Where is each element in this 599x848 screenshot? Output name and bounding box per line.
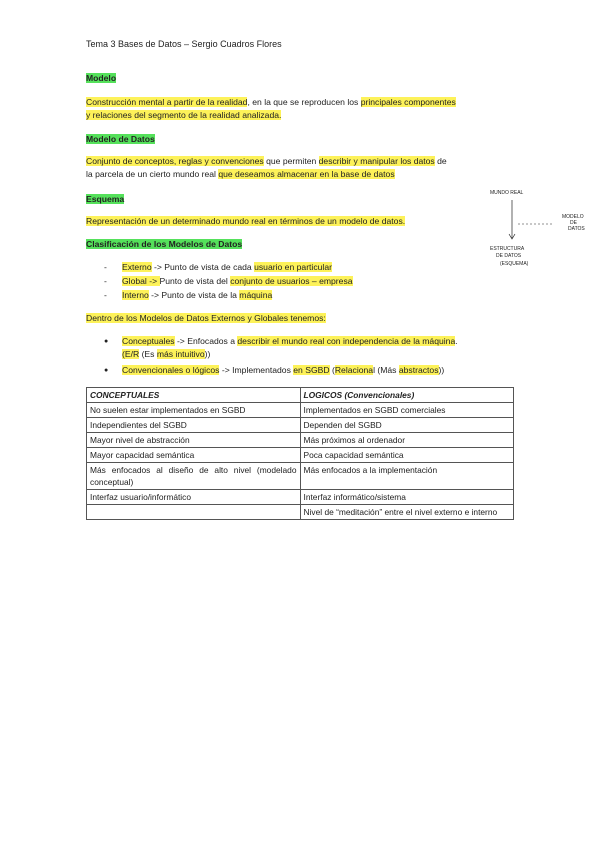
text-span: (Es xyxy=(139,349,157,359)
paragraph-dentro xyxy=(86,312,515,325)
sketch-label-bottom: ESTRUCTURA xyxy=(490,246,525,252)
table-cell: Más enfocados al diseño de alto nivel (modelado conceptual) xyxy=(87,463,301,490)
text-span: -> Enfocados a xyxy=(174,336,238,346)
text-span: . xyxy=(455,336,458,346)
text-span: de xyxy=(434,156,447,166)
text-span: máquina xyxy=(239,290,273,300)
table-cell: Mayor nivel de abstracción xyxy=(87,433,301,448)
table-cell: Implementados en SGBD comerciales xyxy=(300,403,514,418)
text-span: Punto de vista del xyxy=(159,276,231,286)
text-span: que deseamos almacenar en la base de datos xyxy=(218,169,395,179)
paragraph-modelo xyxy=(86,96,515,122)
tipos-list xyxy=(104,335,516,377)
section-clasificacion-title xyxy=(86,238,515,251)
text-span: en SGBD xyxy=(293,365,330,375)
heading-modelo-datos: Modelo de Datos xyxy=(86,134,155,144)
text-span: , en la que se reproducen los xyxy=(247,97,361,107)
page-header: Tema 3 Bases de Datos – Sergio Cuadros Flores xyxy=(86,39,282,49)
heading-clasificacion: Clasificación de los Modelos de Datos xyxy=(86,239,243,249)
text-span: Dentro de los Modelos de Datos Externos y Globales tenemos: xyxy=(86,313,326,323)
table-cell: Nivel de “meditación” entre el nivel externo e interno xyxy=(300,505,514,520)
list-item xyxy=(104,275,353,289)
text-span: Punto de vista de cada xyxy=(164,262,255,272)
section-esquema-title xyxy=(86,193,515,206)
text-span: Global xyxy=(122,276,147,286)
table-cell: Más próximos al ordenador xyxy=(300,433,514,448)
text-span: Interno xyxy=(122,290,149,300)
table-row xyxy=(87,490,514,505)
text-span: describir el mundo real con independencia de la máquina xyxy=(237,336,456,346)
clasificacion-list xyxy=(104,261,353,303)
text-span: )) xyxy=(438,365,445,375)
text-span: abstractos xyxy=(398,365,439,375)
text-span: usuario en particular xyxy=(254,262,332,272)
list-item xyxy=(104,364,516,377)
table-row xyxy=(87,433,514,448)
text-span: Punto de vista de la xyxy=(161,290,240,300)
sketch-label-right: MODELO xyxy=(562,214,584,220)
sketch-label-right: DATOS xyxy=(568,226,585,232)
sketch-label-top: MUNDO REAL xyxy=(490,190,524,196)
table-cell: Interfaz usuario/informático xyxy=(87,490,301,505)
sketch-label-bottom: DE DATOS xyxy=(496,253,522,259)
text-span: l (Más xyxy=(373,365,399,375)
text-span: Representación de un determinado mundo real en términos de un modelo de datos. xyxy=(86,216,406,226)
table-row xyxy=(87,403,514,418)
table-header-row xyxy=(87,388,514,403)
text-span: más intuitivo xyxy=(156,349,205,359)
text-span: (E/R xyxy=(122,349,140,359)
text-span: describir y manipular los datos xyxy=(318,156,435,166)
table-cell: Más enfocados a la implementación xyxy=(300,463,514,490)
text-span: -> xyxy=(151,262,165,272)
text-span: principales componentes xyxy=(360,97,456,107)
heading-esquema: Esquema xyxy=(86,194,125,204)
text-span: Relaciona xyxy=(334,365,374,375)
hand-sketch-diagram xyxy=(490,188,590,278)
table-cell: Mayor capacidad semántica xyxy=(87,448,301,463)
section-modelo-datos-title xyxy=(86,133,515,146)
table-cell: Dependen del SGBD xyxy=(300,418,514,433)
text-span: que permiten xyxy=(263,156,319,166)
list-item xyxy=(104,335,516,361)
table-cell: No suelen estar implementados en SGBD xyxy=(87,403,301,418)
text-span: )) xyxy=(204,349,211,359)
text-span: conjunto de usuarios – empresa xyxy=(230,276,353,286)
text-span: y relaciones del segmento de la realidad analizada. xyxy=(86,110,282,120)
table-cell xyxy=(87,505,301,520)
list-item xyxy=(104,289,353,303)
list-item xyxy=(104,261,353,275)
paragraph-modelo-datos xyxy=(86,155,515,181)
section-modelo-title xyxy=(86,72,515,85)
text-span: ( xyxy=(329,365,335,375)
comparison-table xyxy=(86,387,514,520)
text-span: la parcela de un cierto mundo real xyxy=(86,169,219,179)
table-row xyxy=(87,448,514,463)
table-cell: Independientes del SGBD xyxy=(87,418,301,433)
column-header: CONCEPTUALES xyxy=(87,388,301,403)
text-span: Conjunto de conceptos, reglas y convenciones xyxy=(86,156,264,166)
column-header: LOGICOS (Convencionales) xyxy=(300,388,514,403)
sketch-label-right: DE xyxy=(570,220,577,226)
text-span: -> Implementados xyxy=(219,365,294,375)
heading-modelo: Modelo xyxy=(86,73,117,83)
table-cell: Interfaz informático/sistema xyxy=(300,490,514,505)
paragraph-esquema xyxy=(86,215,515,228)
text-span: -> xyxy=(146,276,160,286)
table-cell: Poca capacidad semántica xyxy=(300,448,514,463)
text-span: Externo xyxy=(122,262,152,272)
table-row xyxy=(87,463,514,490)
sketch-label-bottom: (ESQUEMA) xyxy=(500,261,529,267)
text-span: Convencionales o lógicos xyxy=(122,365,220,375)
text-span: -> xyxy=(148,290,162,300)
table-row xyxy=(87,505,514,520)
table-row xyxy=(87,418,514,433)
text-span: Construcción mental a partir de la realidad xyxy=(86,97,248,107)
text-span: Conceptuales xyxy=(122,336,175,346)
